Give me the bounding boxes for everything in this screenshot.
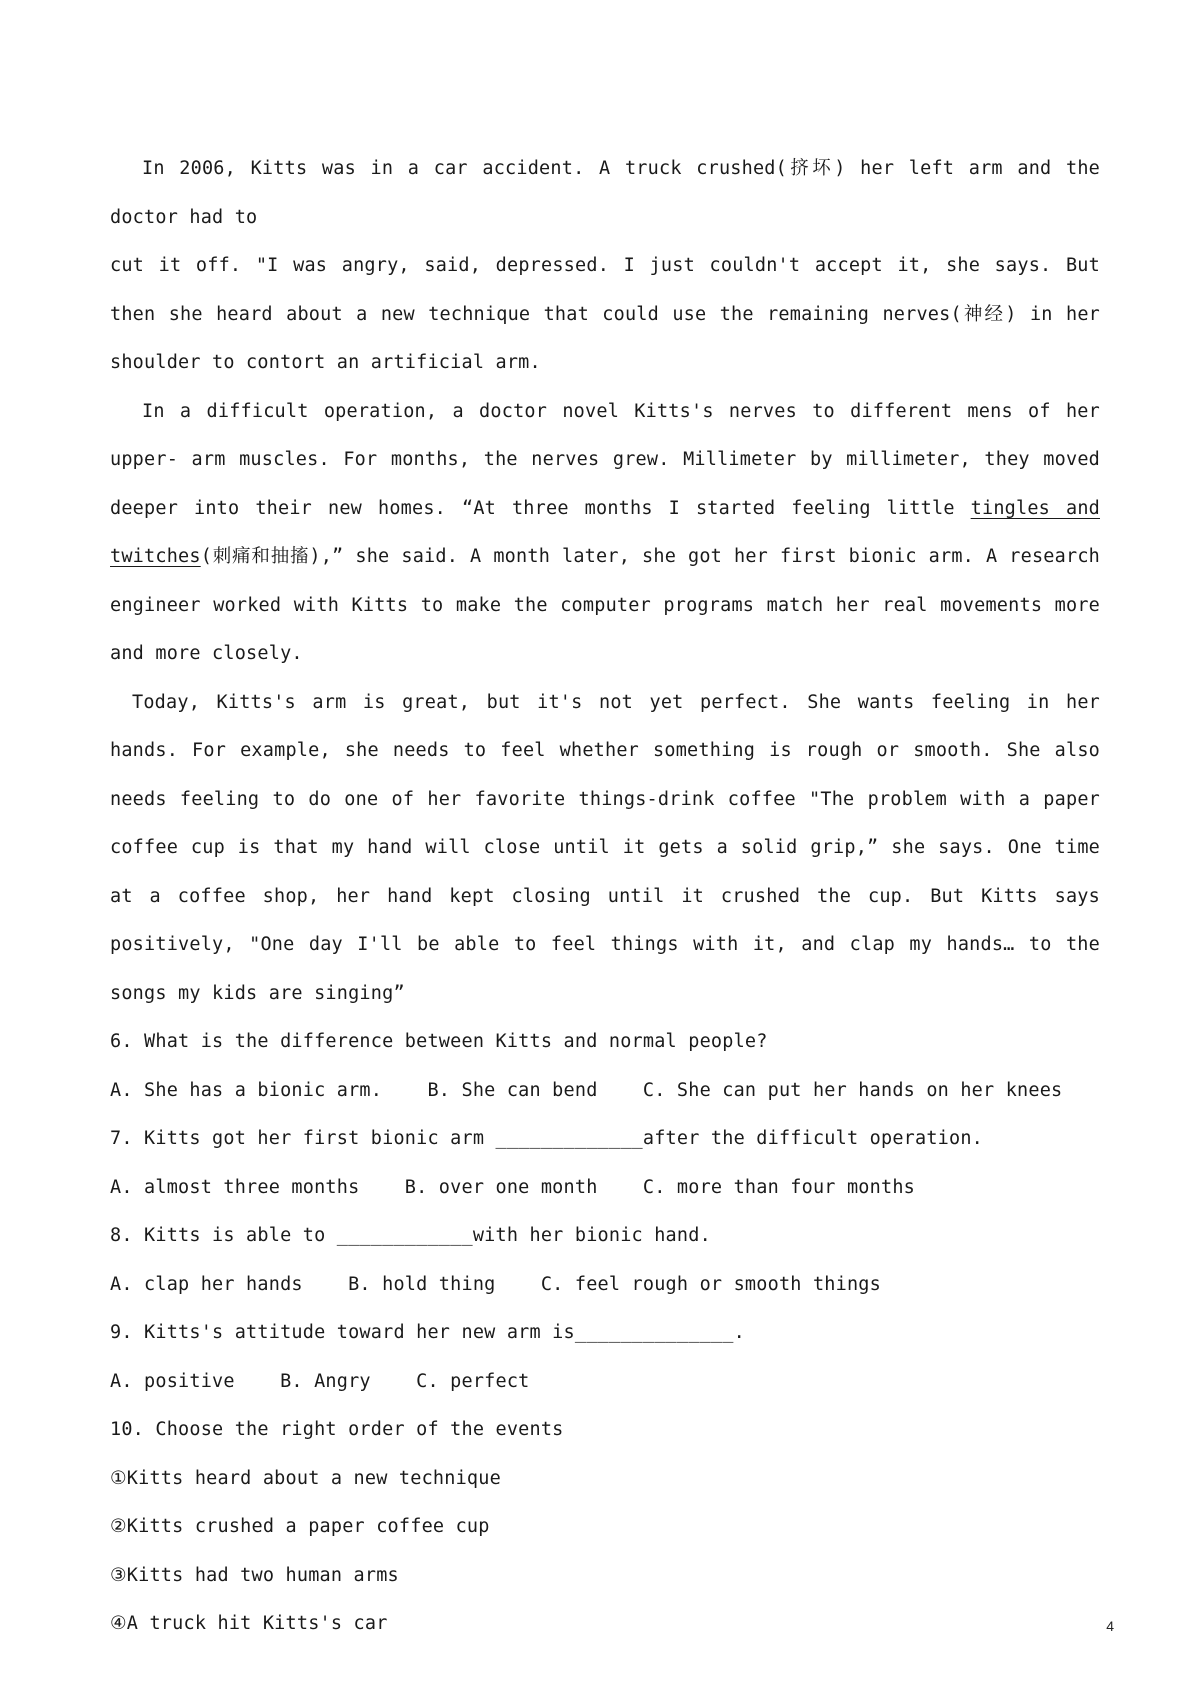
paragraph-1b: cut it off. "I was angry, said, depressed. I just couldn't accept it, she says. But then she heard about a new technique that could use the remaining nerves(神经) in her shoulder to contort an artificial arm. — [110, 255, 1100, 373]
question-6-stem: 6. What is the difference between Kitts and normal people? — [110, 1031, 768, 1052]
question-9-stem: 9. Kitts's attitude toward her new arm is______________. — [110, 1322, 745, 1343]
question-10-stem: 10. Choose the right order of the events — [110, 1419, 564, 1440]
question-10-item: ④A truck hit Kitts's car — [110, 1613, 388, 1634]
question-8-stem: 8. Kitts is able to ____________with her bionic hand. — [110, 1225, 711, 1246]
question-8-options: A. clap her hands B. hold thing C. feel rough or smooth things — [110, 1273, 881, 1295]
question-9-options: A. positive B. Angry C. perfect — [110, 1370, 530, 1392]
question-10-item: ①Kitts heard about a new technique — [110, 1467, 501, 1489]
question-6-options: A. She has a bionic arm. B. She can bend C. She can put her hands on her knees — [110, 1079, 1063, 1101]
page-number: 4 — [1106, 1618, 1114, 1634]
question-10-item: ②Kitts crushed a paper coffee cup — [110, 1516, 490, 1537]
paragraph-1a: In 2006, Kitts was in a car accident. A truck crushed(挤坏) her left arm and the doctor had to — [110, 158, 1100, 228]
paragraph-2-text-end: (刺痛和抽搐),” she said. A month later, she got her first bionic arm. A research engineer worked with Kitts to make the computer programs match her real movements more and more closely. — [110, 546, 1100, 664]
underlined-phrase: tingles and twitches — [110, 497, 1100, 567]
question-7-stem: 7. Kitts got her first bionic arm _____________after the difficult operation. — [110, 1128, 984, 1149]
paragraph-2-text: In a difficult operation, a doctor novel Kitts's nerves to different mens of her upper- arm muscles. For months, the nerves grew. Millimeter by millimeter, they moved deeper into their new homes. “At three months I started feeling little — [110, 400, 1100, 519]
question-10-item: ③Kitts had two human arms — [110, 1564, 399, 1586]
reading-passage — [110, 145, 1100, 1649]
paragraph-3: Today, Kitts's arm is great, but it's not yet perfect. She wants feeling in her hands. For example, she needs to feel whether something is rough or smooth. She also needs feeling to do one of her favorite things-drink coffee "The problem with a paper coffee cup is that my hand will close until it gets a solid grip,” she says. One time at a coffee shop, her hand kept closing until it crushed the cup. But Kitts says positively, "One day I'll be able to feel things with it, and clap my hands… to the songs my kids are singing” — [110, 691, 1100, 1004]
paragraph-2 — [110, 388, 1100, 679]
question-7-options: A. almost three months B. over one month C. more than four months — [110, 1176, 915, 1198]
